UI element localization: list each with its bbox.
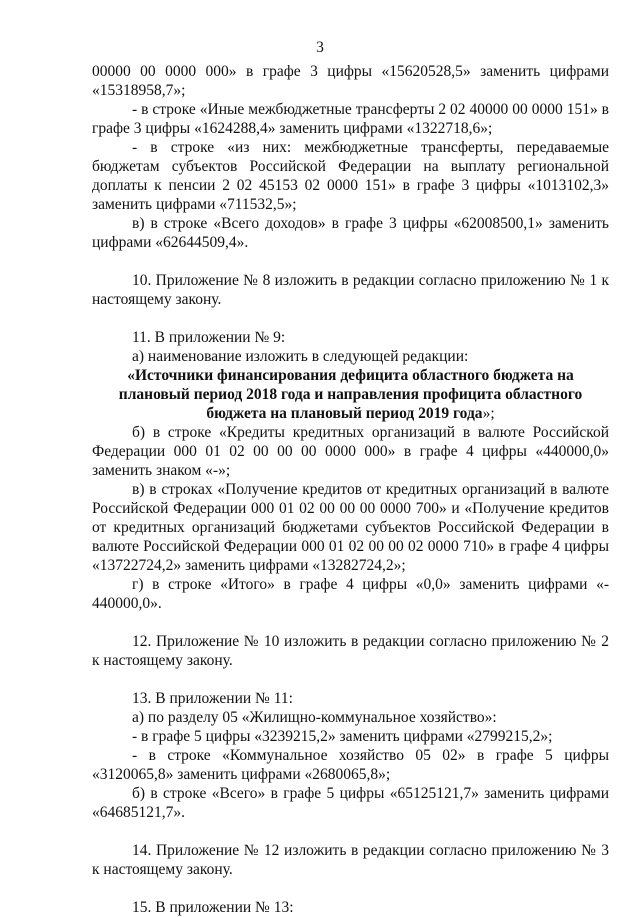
paragraph: г) в строке «Итого» в графе 4 цифры «0,0» заменить цифрами «- 440000,0». [92, 576, 609, 612]
paragraph: - в строке «Иные межбюджетные трансферты 2 02 40000 00 0000 151» в графе 3 цифры «1624288,4» заменить цифрами «1322718,6»; [92, 101, 609, 137]
paragraph: - в строке «из них: межбюджетные трансферты, передаваемые бюджетам субъектов Российской Федерации на выплату региональной доплаты к пенсии 2 02 45153 02 0000 151» в графе 3 цифры «1013102,3» заменить цифрами «711532,5»; [92, 139, 609, 213]
paragraph: 00000 00 0000 000» в графе 3 цифры «15620528,5» заменить цифрами «15318958,7»; [92, 63, 609, 99]
bold-title [92, 366, 609, 423]
title-quote-close: »; [482, 405, 495, 422]
paragraph: в) в строках «Получение кредитов от кредитных организаций в валюте Российской Федерации 000 01 02 00 00 00 0000 700» и «Получение кредитов от кредитных организаций бюджетами субъектов Российской Федерации в валюте Российской Федерации 000 01 02 00 00 02 0000 710» в графе 4 цифры «13722724,2» заменить цифрами «13282724,2»; [92, 481, 609, 574]
paragraph: б) в строке «Всего» в графе 5 цифры «65125121,7» заменить цифрами «64685121,7». [92, 785, 609, 821]
page-number: 3 [316, 39, 324, 56]
paragraph: в) в строке «Всего доходов» в графе 3 цифры «62008500,1» заменить цифрами «62644509,4». [92, 215, 609, 251]
document-body [92, 62, 609, 917]
paragraph: - в строке «Коммунальное хозяйство 05 02» в графе 5 цифры «3120065,8» заменить цифрами «2680065,8»; [92, 747, 609, 783]
paragraph: а) по разделу 05 «Жилищно-коммунальное хозяйство»: [132, 709, 497, 726]
paragraph: а) наименование изложить в следующей редакции: [132, 348, 469, 365]
paragraph: б) в строке «Кредиты кредитных организаций в валюте Российской Федерации 000 01 02 00 00 00 0000 000» в графе 4 цифры «440000,0» заменить знаком «-»; [92, 424, 609, 479]
paragraph: - в графе 5 цифры «3239215,2» заменить цифрами «2799215,2»; [132, 728, 553, 745]
paragraph: 14. Приложение № 12 изложить в редакции согласно приложению № 3 к настоящему закону. [92, 842, 609, 878]
paragraph: 12. Приложение № 10 изложить в редакции согласно приложению № 2 к настоящему закону. [92, 633, 609, 669]
title-text: Источники финансирования дефицита областного бюджета на плановый период 2018 года и направления профицита областного бюджета на плановый период 2019 года [118, 367, 583, 422]
title-quote-open: « [127, 367, 135, 384]
paragraph: 15. В приложении № 13: [132, 899, 294, 916]
paragraph: 10. Приложение № 8 изложить в редакции согласно приложению № 1 к настоящему закону. [92, 272, 609, 308]
paragraph: 13. В приложении № 11: [132, 690, 293, 707]
paragraph: 11. В приложении № 9: [132, 329, 286, 346]
